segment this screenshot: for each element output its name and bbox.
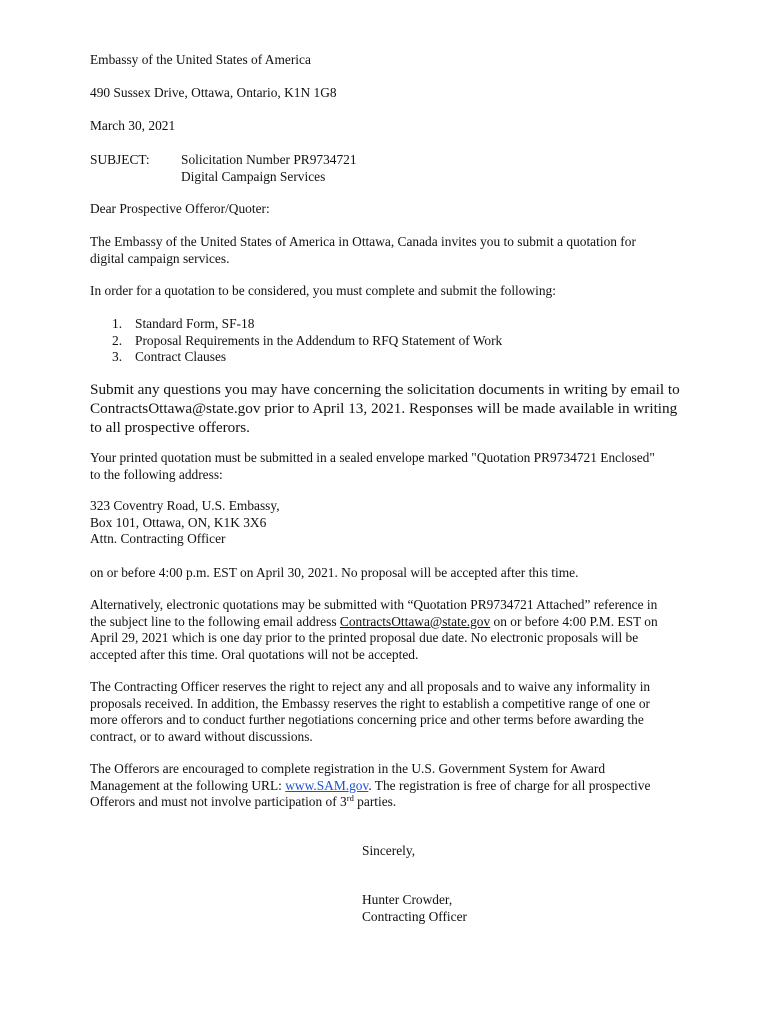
list-item-text: Proposal Requirements in the Addendum to RFQ Statement of Work: [135, 332, 503, 348]
questions-line: Submit any questions you may have concerning the solicitation documents in writing by email to: [90, 381, 680, 398]
intro-line: The Embassy of the United States of America in Ottawa, Canada invites you to submit a quotation for: [90, 234, 636, 249]
registration-line-text: . The registration is free of charge for all prospective: [368, 777, 651, 793]
registration-line-text: Management at the following URL:: [90, 777, 286, 793]
registration-line-text: Offerors and must not involve participation of 3: [90, 794, 347, 809]
registration-line: The Offerors are encouraged to complete registration in the U.S. Government System for Award: [90, 761, 606, 776]
registration-line: [90, 794, 690, 811]
rights-line: more offerors and to conduct further negotiations concerning price and other terms before awarding the: [90, 712, 644, 727]
requirements-lead: In order for a quotation to be considered, you must complete and submit the following:: [90, 283, 556, 298]
rights-line: contract, or to award without discussions.: [90, 728, 313, 744]
registration-line-text: parties.: [353, 794, 397, 809]
subject-title: Digital Campaign Services: [181, 168, 326, 184]
electronic-line: [90, 614, 690, 631]
electronic-line-text: the subject line to the following email address: [90, 613, 340, 629]
list-item-number: 1.: [112, 316, 123, 331]
signer-title: Contracting Officer: [362, 908, 467, 924]
electronic-line-text: on or before 4:00 P.M. EST on: [490, 613, 658, 629]
questions-line: to all prospective offerors.: [90, 419, 250, 437]
rights-line: The Contracting Officer reserves the right to reject any and all proposals and to waive any informality in: [90, 679, 651, 694]
list-item: [90, 349, 502, 366]
electronic-line: April 29, 2021 which is one day prior to the printed proposal due date. No electronic proposals will be: [90, 630, 639, 645]
printed-quotation-line: Your printed quotation must be submitted in a sealed envelope marked "Quotation PR9734721 Enclosed": [90, 450, 655, 465]
sender-address: 490 Sussex Drive, Ottawa, Ontario, K1N 1G8: [90, 85, 337, 100]
ordinal-suffix: rd: [346, 793, 354, 803]
electronic-line: Alternatively, electronic quotations may be submitted with “Quotation PR9734721 Attached” reference in: [90, 597, 658, 612]
contracting-rights-paragraph: [90, 679, 690, 745]
delivery-address-line: Box 101, Ottawa, ON, K1K 3X6: [90, 514, 267, 530]
letter-date: March 30, 2021: [90, 118, 176, 133]
list-item-text: Standard Form, SF-18: [135, 316, 255, 331]
deadline-paragraph: on or before 4:00 p.m. EST on April 30, 2021. No proposal will be accepted after this time.: [90, 565, 579, 580]
intro-paragraph: [90, 234, 690, 267]
questions-paragraph: [90, 380, 690, 438]
contracts-email-link[interactable]: ContractsOttawa@state.gov: [339, 613, 491, 629]
salutation: Dear Prospective Offeror/Quoter:: [90, 201, 270, 216]
signature-block: [362, 892, 467, 925]
rights-line: proposals received. In addition, the Embassy reserves the right to establish a competitive range of one or: [90, 695, 651, 711]
requirements-list: [90, 316, 502, 366]
subject-label: SUBJECT:: [90, 152, 150, 167]
subject-value: [181, 152, 357, 185]
intro-line: digital campaign services.: [90, 250, 230, 266]
delivery-address: [90, 498, 690, 548]
list-item: [90, 316, 502, 333]
subject-solicitation-number: Solicitation Number PR9734721: [181, 152, 357, 167]
registration-paragraph: [90, 761, 690, 811]
closing: Sincerely,: [362, 843, 416, 858]
list-item-number: 2.: [112, 332, 123, 348]
printed-quotation-paragraph: [90, 450, 690, 483]
questions-line: ContractsOttawa@state.gov prior to April 13, 2021. Responses will be made available in writing: [90, 400, 678, 418]
list-item-number: 3.: [112, 349, 123, 364]
signer-name: Hunter Crowder,: [362, 892, 453, 907]
electronic-submission-paragraph: [90, 597, 690, 663]
delivery-address-line: Attn. Contracting Officer: [90, 531, 226, 546]
delivery-address-line: 323 Coventry Road, U.S. Embassy,: [90, 498, 280, 513]
sam-gov-link[interactable]: www.SAM.gov: [285, 777, 369, 793]
printed-quotation-line: to the following address:: [90, 466, 223, 482]
list-item: [90, 333, 502, 350]
registration-line: [90, 778, 690, 795]
sender-name: Embassy of the United States of America: [90, 52, 311, 67]
list-item-text: Contract Clauses: [135, 349, 227, 364]
electronic-line: accepted after this time. Oral quotations will not be accepted.: [90, 646, 419, 662]
